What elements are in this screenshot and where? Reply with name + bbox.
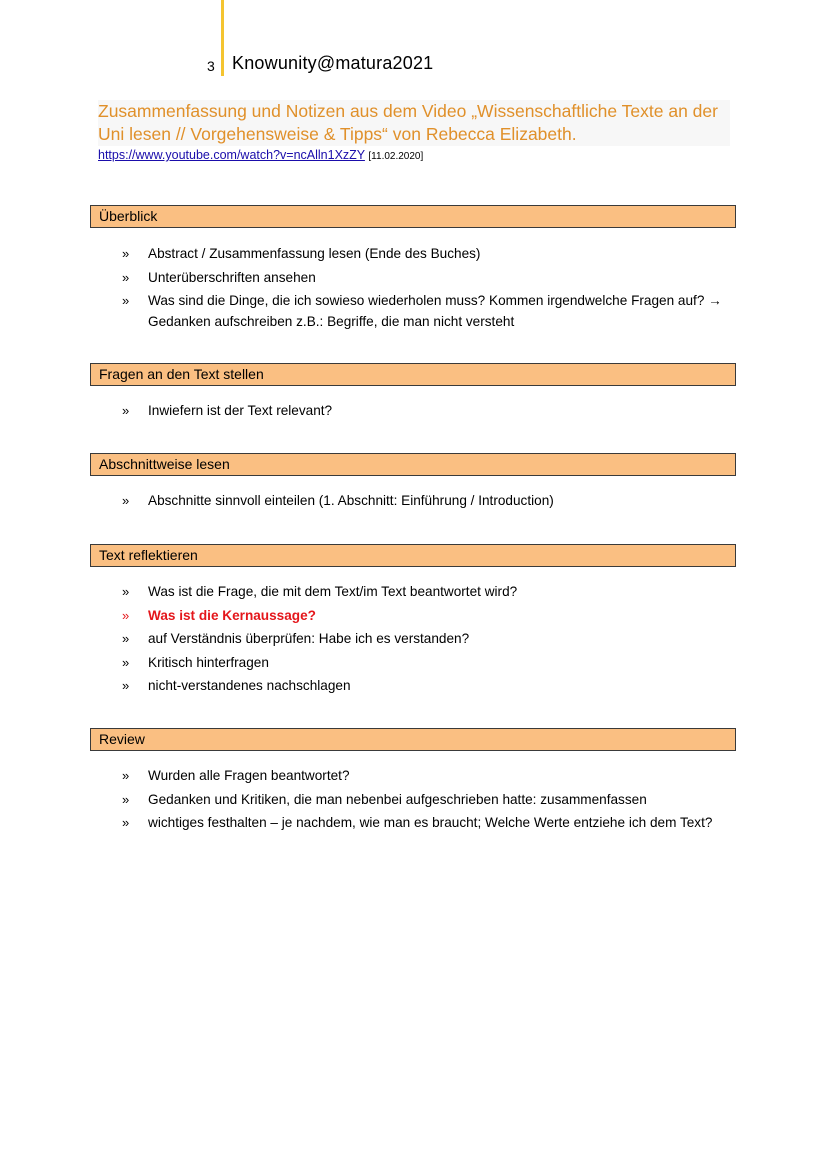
bullet-list-reflektieren — [120, 581, 735, 699]
list-item-text: Inwiefern ist der Text relevant? — [148, 403, 333, 418]
list-item — [120, 400, 735, 421]
bullet-list-ueberblick — [120, 243, 735, 335]
bullet-marker: » — [122, 403, 130, 418]
source-link[interactable]: https://www.youtube.com/watch?v=ncAlln1XzZY — [98, 148, 365, 162]
bullet-marker: » — [122, 631, 130, 646]
list-item-text: Kritisch hinterfragen — [148, 654, 269, 670]
bullet-marker: » — [122, 654, 130, 670]
bullet-marker: » — [122, 815, 130, 830]
list-item — [120, 490, 735, 511]
list-item — [120, 581, 735, 602]
section-heading-review: Review — [90, 728, 736, 751]
list-item — [120, 789, 735, 810]
header-rule — [221, 0, 224, 76]
bullet-list-abschnittweise — [120, 490, 735, 514]
list-item-text: nicht-verstandenes nachschlagen — [148, 678, 351, 693]
section-heading-reflektieren: Text reflektieren — [90, 544, 736, 567]
document-title: Zusammenfassung und Notizen aus dem Video „Wissenschaftliche Texte an der Uni lesen // Vorgehensweise & Tipps“ von Rebecca Elizabeth. — [98, 100, 730, 146]
section-heading-fragen: Fragen an den Text stellen — [90, 363, 736, 386]
header-title: Knowunity@matura2021 — [232, 53, 434, 73]
list-item — [120, 652, 735, 673]
bullet-marker: » — [122, 791, 130, 807]
list-item-text: Abstract / Zusammenfassung lesen (Ende des Buches) — [148, 246, 481, 261]
list-item-text: wichtiges festhalten – je nachdem, wie man es braucht; Welche Werte entziehe ich dem Text? — [148, 815, 713, 830]
bullet-marker: » — [122, 607, 130, 623]
list-item-text: Abschnitte sinnvoll einteilen (1. Abschnitt: Einführung / Introduction) — [148, 493, 554, 508]
bullet-marker: » — [122, 678, 130, 693]
list-item-text: Was ist die Kernaussage? — [148, 607, 316, 623]
page-number: 3 — [207, 58, 215, 74]
list-item-highlight — [120, 605, 735, 626]
bullet-marker: » — [122, 584, 130, 599]
bullet-list-review — [120, 765, 735, 836]
bullet-marker: » — [122, 269, 130, 285]
list-item-text: Was sind die Dinge, die ich sowieso wiederholen muss? Kommen irgendwelche Fragen auf? → Gedanken aufschreiben z.B.: Begriffe, die man nicht versteht — [148, 293, 722, 329]
list-item — [120, 675, 735, 696]
list-item-text: Wurden alle Fragen beantwortet? — [148, 768, 350, 783]
list-item — [120, 765, 735, 786]
list-item-text: Gedanken und Kritiken, die man nebenbei aufgeschrieben hatte: zusammenfassen — [148, 791, 647, 807]
list-item-text: Unterüberschriften ansehen — [148, 269, 316, 285]
source-date: [11.02.2020] — [368, 151, 424, 162]
source-line — [98, 148, 423, 162]
section-heading-ueberblick: Überblick — [90, 205, 736, 228]
bullet-marker: » — [122, 768, 130, 783]
list-item — [120, 243, 735, 264]
list-item — [120, 290, 735, 332]
list-item-text: auf Verständnis überprüfen: Habe ich es verstanden? — [148, 631, 470, 646]
list-item-text: Was ist die Frage, die mit dem Text/im Text beantwortet wird? — [148, 584, 518, 599]
bullet-list-fragen — [120, 400, 735, 424]
list-item — [120, 812, 735, 833]
bullet-marker: » — [122, 493, 130, 508]
section-heading-abschnittweise: Abschnittweise lesen — [90, 453, 736, 476]
bullet-marker: » — [122, 293, 130, 308]
bullet-marker: » — [122, 246, 130, 261]
list-item — [120, 267, 735, 288]
list-item — [120, 628, 735, 649]
